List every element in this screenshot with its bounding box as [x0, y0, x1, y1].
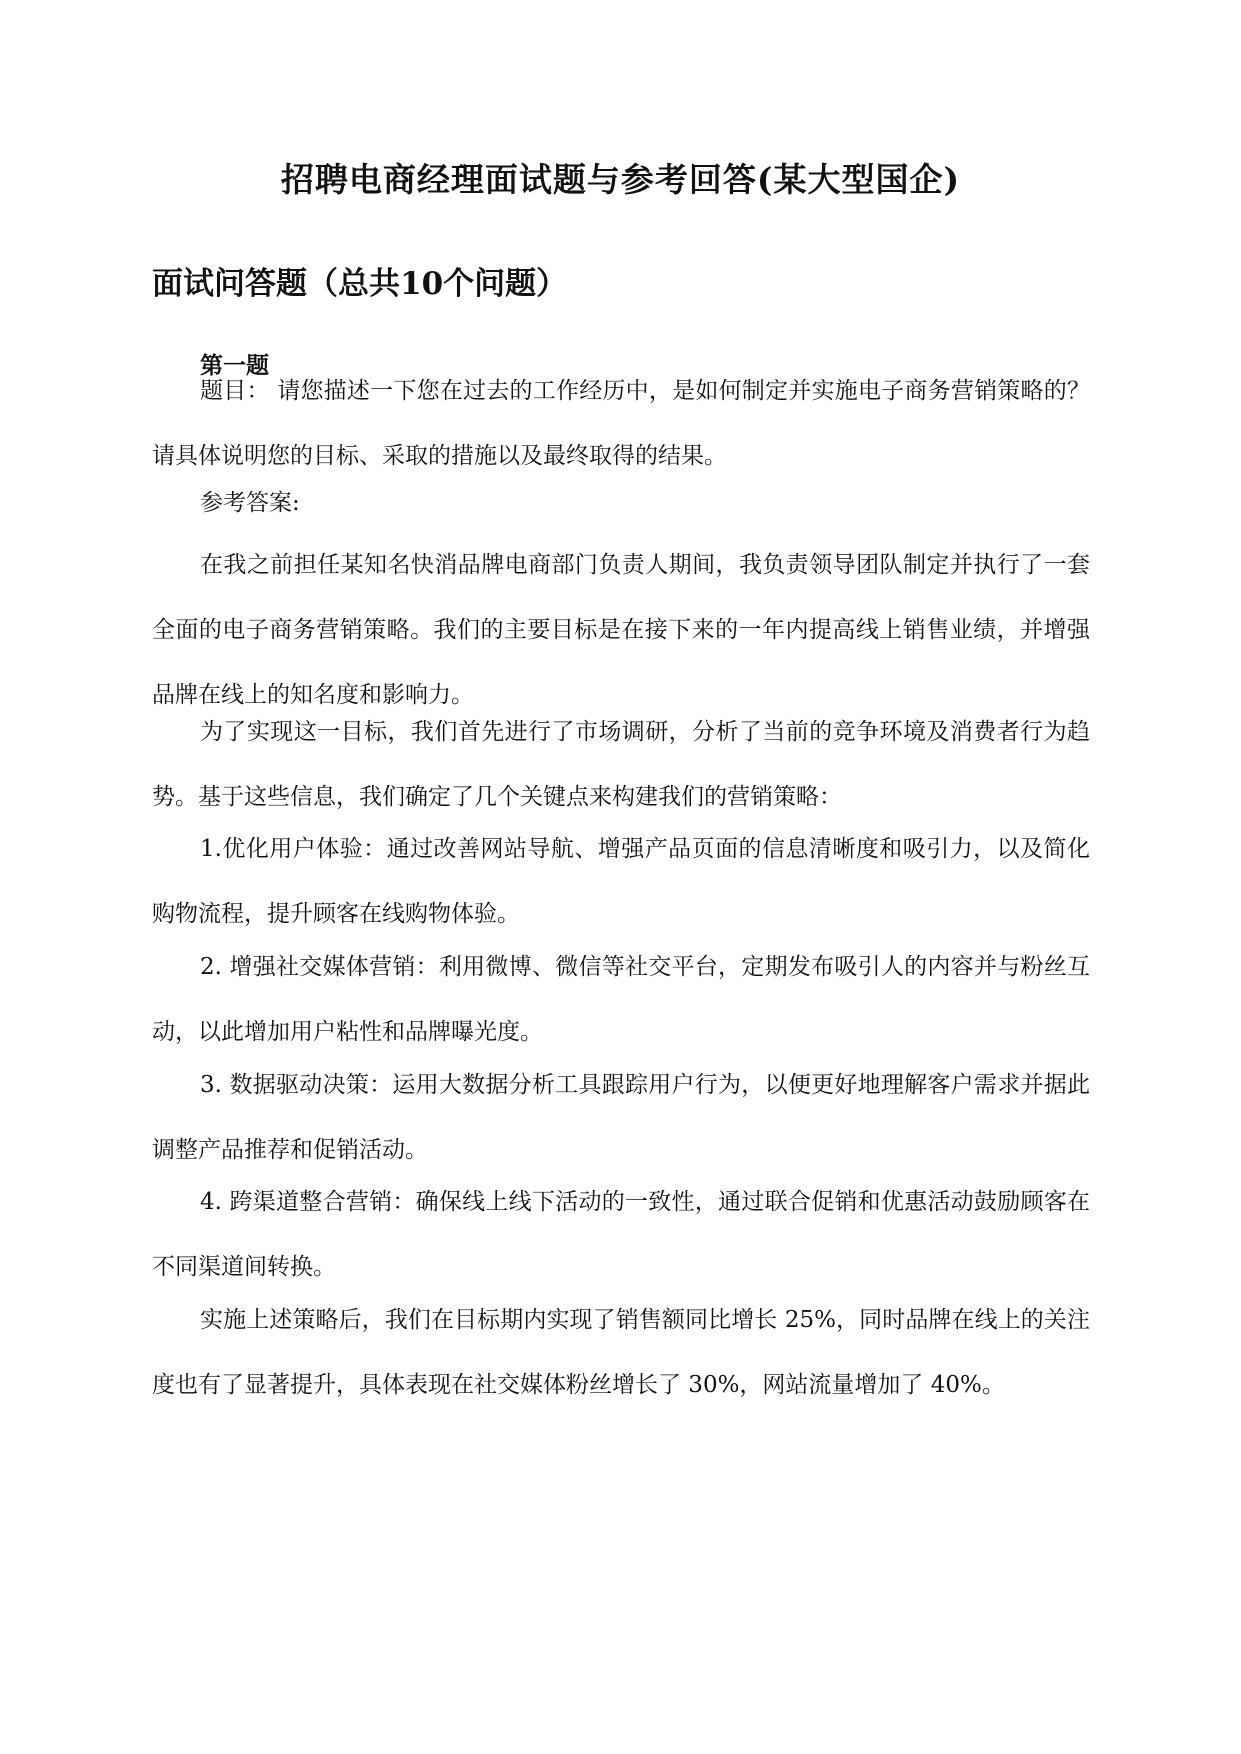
strategy-item: 1.优化用户体验：通过改善网站导航、增强产品页面的信息清晰度和吸引力，以及简化购物流程，提升顾客在线购物体验。 [152, 836, 1090, 927]
strategy-item: 4. 跨渠道整合营销：确保线上线下活动的一致性，通过联合促销和优惠活动鼓励顾客在不同渠道间转换。 [152, 1189, 1090, 1280]
strategy-item: 3. 数据驱动决策：运用大数据分析工具跟踪用户行为，以便更好地理解客户需求并据此调整产品推荐和促销活动。 [152, 1072, 1090, 1163]
question-number: 第一题 [200, 352, 269, 379]
answer-label: 参考答案: [200, 490, 300, 516]
strategy-item: 2. 增强社交媒体营销：利用微博、微信等社交平台，定期发布吸引人的内容并与粉丝互动，以此增加用户粘性和品牌曝光度。 [152, 954, 1090, 1045]
section-heading: 面试问答题（总共10个问题） [152, 266, 568, 302]
answer-paragraph: 实施上述策略后，我们在目标期内实现了销售额同比增长 25%，同时品牌在线上的关注度也有了显著提升，具体表现在社交媒体粉丝增长了 30%，网站流量增加了 40%。 [152, 1307, 1090, 1398]
answer-paragraph: 为了实现这一目标，我们首先进行了市场调研，分析了当前的竞争环境及消费者行为趋势。基于这些信息，我们确定了几个关键点来构建我们的营销策略： [152, 719, 1090, 810]
document-title: 招聘电商经理面试题与参考回答(某大型国企) [280, 160, 961, 199]
question-text: 题目： 请您描述一下您在过去的工作经历中，是如何制定并实施电子商务营销策略的？请具体说明您的目标、采取的措施以及最终取得的结果。 [152, 378, 1090, 469]
answer-paragraph: 在我之前担任某知名快消品牌电商部门负责人期间，我负责领导团队制定并执行了一套全面的电子商务营销策略。我们的主要目标是在接下来的一年内提高线上销售业绩，并增强品牌在线上的知名度和影响力。 [152, 552, 1090, 708]
